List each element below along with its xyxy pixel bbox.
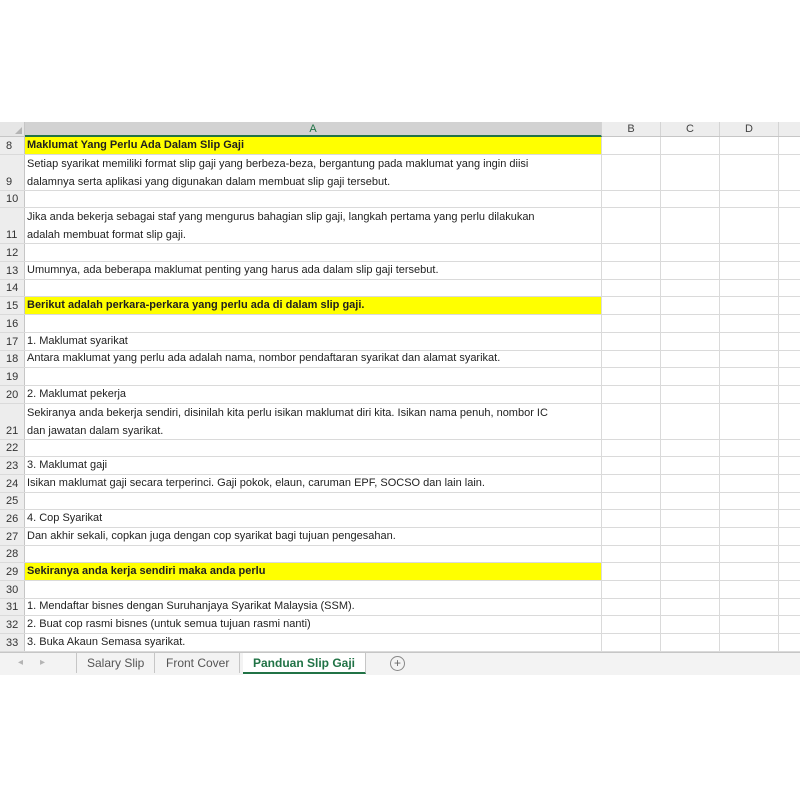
cell-b[interactable] xyxy=(602,599,661,616)
cell-c[interactable] xyxy=(661,528,720,545)
row-number[interactable]: 32 xyxy=(0,616,25,633)
row-number[interactable]: 15 xyxy=(0,297,25,314)
cell-d[interactable] xyxy=(720,599,779,616)
cell-c[interactable] xyxy=(661,457,720,474)
table-row xyxy=(0,581,800,599)
cell-c[interactable] xyxy=(661,351,720,368)
cell-a[interactable] xyxy=(25,315,602,332)
cell-d[interactable] xyxy=(720,634,779,651)
cell-c[interactable] xyxy=(661,493,720,510)
cell-b[interactable] xyxy=(602,546,661,563)
cell-d[interactable] xyxy=(720,528,779,545)
cell-b[interactable] xyxy=(602,333,661,350)
cell-d[interactable] xyxy=(720,475,779,492)
cell-c[interactable] xyxy=(661,315,720,332)
cell-d[interactable] xyxy=(720,262,779,279)
cell-d[interactable] xyxy=(720,351,779,368)
tab-salary-slip[interactable]: Salary Slip xyxy=(76,653,155,673)
table-row xyxy=(0,404,800,440)
prev-sheet-icon[interactable]: ◂ xyxy=(18,657,24,668)
table-row xyxy=(0,333,800,351)
cell-b[interactable] xyxy=(602,191,661,208)
cell-b[interactable] xyxy=(602,616,661,633)
row-number[interactable]: 9 xyxy=(0,155,25,190)
cell-a[interactable]: 4. Cop Syarikat xyxy=(25,510,602,527)
cell-c[interactable] xyxy=(661,440,720,457)
cell-c[interactable] xyxy=(661,546,720,563)
cell-c[interactable] xyxy=(661,634,720,651)
row-number[interactable]: 33 xyxy=(0,634,25,651)
cell-d[interactable] xyxy=(720,244,779,261)
cell-b[interactable] xyxy=(602,208,661,243)
cell-c[interactable] xyxy=(661,155,720,190)
table-row xyxy=(0,457,800,475)
cell-c[interactable] xyxy=(661,404,720,439)
cell-a[interactable]: 1. Mendaftar bisnes dengan Suruhanjaya Syarikat Malaysia (SSM). xyxy=(25,599,602,616)
cell-a[interactable]: Sekiranya anda kerja sendiri maka anda perlu xyxy=(25,563,602,580)
cell-d[interactable] xyxy=(720,581,779,598)
column-header-b[interactable]: B xyxy=(602,122,661,136)
cell-b[interactable] xyxy=(602,457,661,474)
column-header-c[interactable]: C xyxy=(661,122,720,136)
next-sheet-icon[interactable]: ▸ xyxy=(40,657,46,668)
cell-b[interactable] xyxy=(602,475,661,492)
cell-d[interactable] xyxy=(720,510,779,527)
table-row xyxy=(0,368,800,386)
cell-a[interactable]: 3. Buka Akaun Semasa syarikat. xyxy=(25,634,602,651)
cell-a[interactable]: 2. Maklumat pekerja xyxy=(25,386,602,403)
cell-d[interactable] xyxy=(720,208,779,243)
cell-c[interactable] xyxy=(661,599,720,616)
table-row xyxy=(0,262,800,280)
cell-b[interactable] xyxy=(602,244,661,261)
cell-a[interactable] xyxy=(25,493,602,510)
cell-c[interactable] xyxy=(661,581,720,598)
cell-a[interactable]: Jika anda bekerja sebagai staf yang mengurus bahagian slip gaji, langkah pertama yang perlu dilakukan adalah membuat format slip gaji. xyxy=(25,208,602,243)
cell-a[interactable]: 2. Buat cop rasmi bisnes (untuk semua tujuan rasmi nanti) xyxy=(25,616,602,633)
table-row xyxy=(0,155,800,191)
cell-b[interactable] xyxy=(602,280,661,297)
row-number[interactable]: 21 xyxy=(0,404,25,439)
table-row xyxy=(0,546,800,564)
cell-d[interactable] xyxy=(720,493,779,510)
cell-d[interactable] xyxy=(720,155,779,190)
cell-b[interactable] xyxy=(602,315,661,332)
sheet-tab-bar xyxy=(0,652,800,675)
row-number[interactable]: 24 xyxy=(0,475,25,492)
cell-b[interactable] xyxy=(602,297,661,314)
cell-d[interactable] xyxy=(720,137,779,154)
row-number[interactable]: 10 xyxy=(0,191,25,208)
tab-panduan-slip-gaji[interactable]: Panduan Slip Gaji xyxy=(243,653,366,674)
table-row xyxy=(0,351,800,369)
cell-a[interactable]: 3. Maklumat gaji xyxy=(25,457,602,474)
cell-a[interactable]: Antara maklumat yang perlu ada adalah nama, nombor pendaftaran syarikat dan alamat syarikat. xyxy=(25,351,602,368)
spreadsheet-grid xyxy=(0,122,800,652)
cell-a[interactable]: Isikan maklumat gaji secara terperinci. Gaji pokok, elaun, caruman EPF, SOCSO dan lain lain. xyxy=(25,475,602,492)
cell-b[interactable] xyxy=(602,351,661,368)
rows-container xyxy=(0,137,800,652)
table-row xyxy=(0,528,800,546)
table-row xyxy=(0,191,800,209)
cell-d[interactable] xyxy=(720,404,779,439)
cell-c[interactable] xyxy=(661,368,720,385)
column-header-a[interactable]: A xyxy=(25,122,602,137)
row-number[interactable]: 18 xyxy=(0,351,25,368)
cell-c[interactable] xyxy=(661,208,720,243)
row-number[interactable]: 19 xyxy=(0,368,25,385)
cell-b[interactable] xyxy=(602,404,661,439)
cell-c[interactable] xyxy=(661,191,720,208)
cell-a[interactable] xyxy=(25,581,602,598)
cell-a[interactable] xyxy=(25,546,602,563)
row-number[interactable]: 31 xyxy=(0,599,25,616)
row-number[interactable]: 17 xyxy=(0,333,25,350)
cell-c[interactable] xyxy=(661,262,720,279)
cell-b[interactable] xyxy=(602,510,661,527)
row-number[interactable]: 20 xyxy=(0,386,25,403)
cell-a[interactable]: Berikut adalah perkara-perkara yang perlu ada di dalam slip gaji. xyxy=(25,297,602,314)
table-row xyxy=(0,386,800,404)
row-number[interactable]: 27 xyxy=(0,528,25,545)
row-number[interactable]: 26 xyxy=(0,510,25,527)
cell-b[interactable] xyxy=(602,634,661,651)
table-row xyxy=(0,297,800,315)
table-row xyxy=(0,493,800,511)
cell-a[interactable]: Umumnya, ada beberapa maklumat penting yang harus ada dalam slip gaji tersebut. xyxy=(25,262,602,279)
cell-c[interactable] xyxy=(661,616,720,633)
table-row xyxy=(0,280,800,298)
cell-d[interactable] xyxy=(720,563,779,580)
cell-c[interactable] xyxy=(661,386,720,403)
cell-c[interactable] xyxy=(661,475,720,492)
cell-b[interactable] xyxy=(602,386,661,403)
row-number[interactable]: 12 xyxy=(0,244,25,261)
cell-a[interactable]: Maklumat Yang Perlu Ada Dalam Slip Gaji xyxy=(25,137,602,154)
cell-c[interactable] xyxy=(661,563,720,580)
cell-d[interactable] xyxy=(720,191,779,208)
row-number[interactable]: 29 xyxy=(0,563,25,580)
cell-d[interactable] xyxy=(720,546,779,563)
cell-b[interactable] xyxy=(602,262,661,279)
cell-c[interactable] xyxy=(661,280,720,297)
cell-d[interactable] xyxy=(720,297,779,314)
row-number[interactable]: 30 xyxy=(0,581,25,598)
table-row xyxy=(0,599,800,617)
cell-b[interactable] xyxy=(602,155,661,190)
cell-b[interactable] xyxy=(602,493,661,510)
row-number[interactable]: 22 xyxy=(0,440,25,457)
row-number[interactable]: 28 xyxy=(0,546,25,563)
table-row xyxy=(0,244,800,262)
select-all-corner[interactable] xyxy=(0,122,25,136)
cell-b[interactable] xyxy=(602,440,661,457)
cell-d[interactable] xyxy=(720,315,779,332)
cell-a[interactable]: Sekiranya anda bekerja sendiri, disinilah kita perlu isikan maklumat diri kita. Isikan nama penuh, nombor IC dan jawatan dalam syarikat. xyxy=(25,404,602,439)
cell-a[interactable]: Setiap syarikat memiliki format slip gaji yang berbeza-beza, bergantung pada maklumat yang ingin diisi dalamnya serta aplikasi yang digunakan dalam membuat slip gaji tersebut. xyxy=(25,155,602,190)
cell-d[interactable] xyxy=(720,457,779,474)
cell-a[interactable]: Dan akhir sekali, copkan juga dengan cop syarikat bagi tujuan pengesahan. xyxy=(25,528,602,545)
table-row xyxy=(0,634,800,652)
cell-b[interactable] xyxy=(602,137,661,154)
cell-d[interactable] xyxy=(720,333,779,350)
table-row xyxy=(0,563,800,581)
cell-c[interactable] xyxy=(661,333,720,350)
cell-a[interactable] xyxy=(25,280,602,297)
cell-a[interactable] xyxy=(25,368,602,385)
cell-b[interactable] xyxy=(602,368,661,385)
column-header-d[interactable]: D xyxy=(720,122,779,136)
column-header-row xyxy=(0,122,800,137)
row-number[interactable]: 11 xyxy=(0,208,25,243)
row-number[interactable]: 8 xyxy=(0,137,25,154)
row-number[interactable]: 25 xyxy=(0,493,25,510)
cell-a[interactable]: 1. Maklumat syarikat xyxy=(25,333,602,350)
table-row xyxy=(0,137,800,155)
cell-c[interactable] xyxy=(661,244,720,261)
add-sheet-icon[interactable]: + xyxy=(390,656,405,671)
cell-c[interactable] xyxy=(661,297,720,314)
cell-a[interactable] xyxy=(25,191,602,208)
cell-b[interactable] xyxy=(602,563,661,580)
cell-b[interactable] xyxy=(602,581,661,598)
blank-area xyxy=(0,675,800,800)
cell-c[interactable] xyxy=(661,137,720,154)
table-row xyxy=(0,510,800,528)
cell-d[interactable] xyxy=(720,386,779,403)
row-number[interactable]: 14 xyxy=(0,280,25,297)
table-row xyxy=(0,440,800,458)
row-number[interactable]: 23 xyxy=(0,457,25,474)
cell-b[interactable] xyxy=(602,528,661,545)
row-number[interactable]: 13 xyxy=(0,262,25,279)
cell-a[interactable] xyxy=(25,440,602,457)
table-row xyxy=(0,208,800,244)
row-number[interactable]: 16 xyxy=(0,315,25,332)
cell-d[interactable] xyxy=(720,368,779,385)
table-row xyxy=(0,616,800,634)
cell-d[interactable] xyxy=(720,616,779,633)
table-row xyxy=(0,475,800,493)
cell-a[interactable] xyxy=(25,244,602,261)
cell-d[interactable] xyxy=(720,280,779,297)
cell-c[interactable] xyxy=(661,510,720,527)
table-row xyxy=(0,315,800,333)
tab-front-cover[interactable]: Front Cover xyxy=(156,653,240,673)
cell-d[interactable] xyxy=(720,440,779,457)
